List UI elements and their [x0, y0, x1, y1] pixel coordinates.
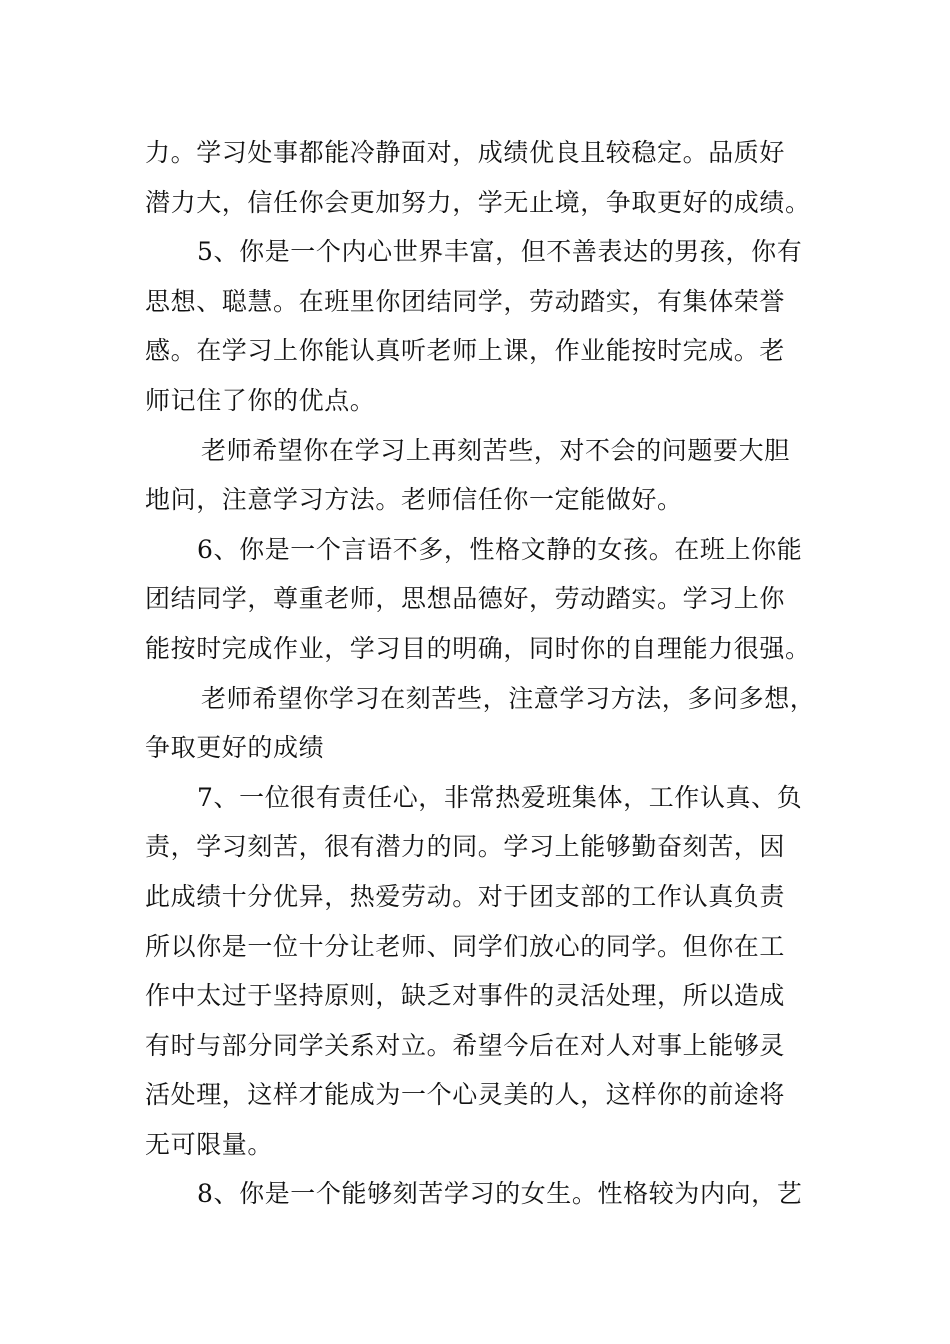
text-line: 师记住了你的优点。	[145, 385, 376, 415]
paragraph-start: 老师希望你在学习上再刻苦些，对不会的问题要大胆	[201, 435, 790, 465]
paragraph-start: 老师希望你学习在刻苦些，注意学习方法，多问多想，	[201, 683, 816, 713]
text-line: 能按时完成作业，学习目的明确，同时你的自理能力很强。	[145, 633, 811, 663]
text-line: 所以你是一位十分让老师、同学们放心的同学。但你在工	[145, 931, 786, 961]
text-line: 团结同学，尊重老师，思想品德好，劳动踏实。学习上你	[145, 584, 786, 614]
text-line: 责，学习刻苦，很有潜力的同。学习上能够勤奋刻苦，因	[145, 832, 786, 862]
text-line: 潜力大，信任你会更加努力，学无止境，争取更好的成绩。	[145, 187, 811, 217]
paragraph-5-start: 5、你是一个内心世界丰富，但不善表达的男孩，你有	[197, 237, 803, 267]
text-line: 无可限量。	[145, 1129, 274, 1159]
paragraph-7-start: 7、一位很有责任心，非常热爱班集体，工作认真、负	[197, 782, 803, 812]
text-line: 此成绩十分优异，热爱劳动。对于团支部的工作认真负责	[145, 881, 786, 911]
paragraph-6-start: 6、你是一个言语不多，性格文静的女孩。在班上你能	[197, 534, 803, 564]
document-body	[145, 128, 835, 1219]
text-line: 地问，注意学习方法。老师信任你一定能做好。	[145, 485, 683, 515]
text-line: 作中太过于坚持原则，缺乏对事件的灵活处理，所以造成	[145, 981, 786, 1011]
text-line: 力。学习处事都能冷静面对，成绩优良且较稳定。品质好	[145, 138, 786, 167]
text-line: 感。在学习上你能认真听老师上课，作业能按时完成。老	[145, 336, 786, 366]
text-line: 思想、聪慧。在班里你团结同学，劳动踏实，有集体荣誉	[145, 286, 786, 316]
text-line: 有时与部分同学关系对立。希望今后在对人对事上能够灵	[145, 1030, 786, 1060]
text-line: 活处理，这样才能成为一个心灵美的人，这样你的前途将	[145, 1080, 786, 1110]
paragraph-8-start: 8、你是一个能够刻苦学习的女生。性格较为内向，艺	[197, 1179, 803, 1209]
text-line: 争取更好的成绩	[145, 733, 325, 763]
